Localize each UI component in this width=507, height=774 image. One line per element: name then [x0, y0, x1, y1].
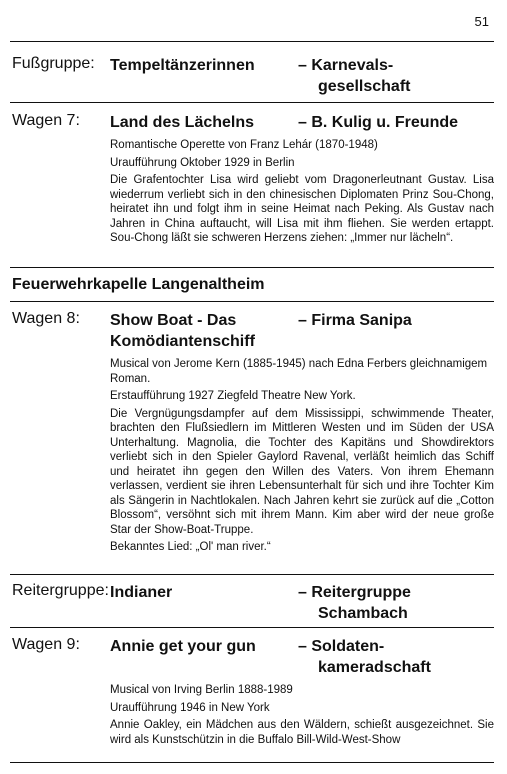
section-title: Land des Lächelns	[110, 114, 255, 131]
section-sponsor: – B. Kulig u. Freunde	[298, 114, 459, 131]
band-heading: Feuerwehrkapelle Langenaltheim	[12, 276, 265, 293]
section-title: Tempeltänzerinnen	[110, 57, 255, 74]
paragraph: Uraufführung Oktober 1929 in Berlin	[110, 156, 295, 169]
section-description	[110, 683, 494, 750]
paragraph: Erstaufführung 1927 Ziegfeld Theatre New York.	[110, 390, 356, 402]
paragraph: Die Vergnügungsdampfer auf dem Mississippi, schwimmende Theater, brachten den Flußsiedlern im Mittleren Westen und im Süden der USA Unterhaltung. Magnolia, die Tochter des Kapitäns und Showdirektors verliebt sich in den Spieler Gaylord Ravenal, verläßt heimlich das Schiff und heiratet ihn gegen den Willen des Vaters. Von ihrem Ehemann verlassen, verdient sie ihren Lebensunterhalt für sich und ihre Tochter Kim als Sängerin in Nachtlokalen. Nach Jahren kehrt sie zurück auf die „Cotton Blossom“, versöhnt sich mit ihrem Mann. Kim aber wird der neue große Star der Show-Boat-Truppe.	[110, 407, 494, 536]
section-sponsor: – Soldaten- kameradschaft	[298, 638, 431, 676]
divider	[10, 102, 494, 103]
paragraph: Annie Oakley, ein Mädchen aus den Wäldern, schießt ausgezeichnet. Sie wird als Kunstschützin in die Buffalo Bill-Wild-West-Show	[110, 719, 494, 746]
section-description	[110, 138, 494, 249]
section-label: Wagen 9:	[12, 636, 80, 653]
divider	[10, 627, 494, 628]
section-title: Indianer	[110, 584, 173, 601]
paragraph: Bekanntes Lied: „Ol' man river.“	[110, 541, 271, 553]
section-sponsor: – Reitergruppe Schambach	[298, 584, 411, 622]
section-title: Annie get your gun	[110, 638, 256, 655]
divider	[10, 762, 494, 763]
divider	[10, 301, 494, 302]
divider	[10, 267, 494, 268]
divider	[10, 41, 494, 42]
divider	[10, 574, 494, 575]
section-label: Fußgruppe:	[12, 55, 95, 72]
page-number: 51	[474, 14, 489, 29]
paragraph: Musical von Jerome Kern (1885-1945) nach Edna Ferbers gleichnamigem Roman.	[110, 358, 488, 385]
section-sponsor: – Firma Sanipa	[298, 312, 412, 329]
section-label: Wagen 8:	[12, 310, 80, 327]
section-sponsor: – Karnevals- gesellschaft	[298, 57, 411, 95]
section-label: Reitergruppe:	[12, 582, 109, 599]
paragraph: Uraufführung 1946 in New York	[110, 701, 270, 714]
section-title: Show Boat - Das Komödiantenschiff	[110, 312, 255, 350]
section-label: Wagen 7:	[12, 112, 80, 129]
paragraph: Romantische Operette von Franz Lehár (1870-1948)	[110, 139, 378, 151]
section-description	[110, 357, 494, 558]
paragraph: Musical von Irving Berlin 1888-1989	[110, 684, 293, 696]
paragraph: Die Grafentochter Lisa wird geliebt vom Dragonerleutnant Gustav. Lisa wiederrum verliebt sich in den chinesischen Diplomaten Prinz Sou-Chong, heiratet ihn und folgt ihm in seine Heimat nach Peking. Als Gustav nach Jahren in China auftaucht, will Lisa mit ihm fliehen. Sie werden ertappt. Sou-Chong läßt sie schweren Herzens ziehen: „Immer nur lächeln“.	[110, 174, 494, 244]
